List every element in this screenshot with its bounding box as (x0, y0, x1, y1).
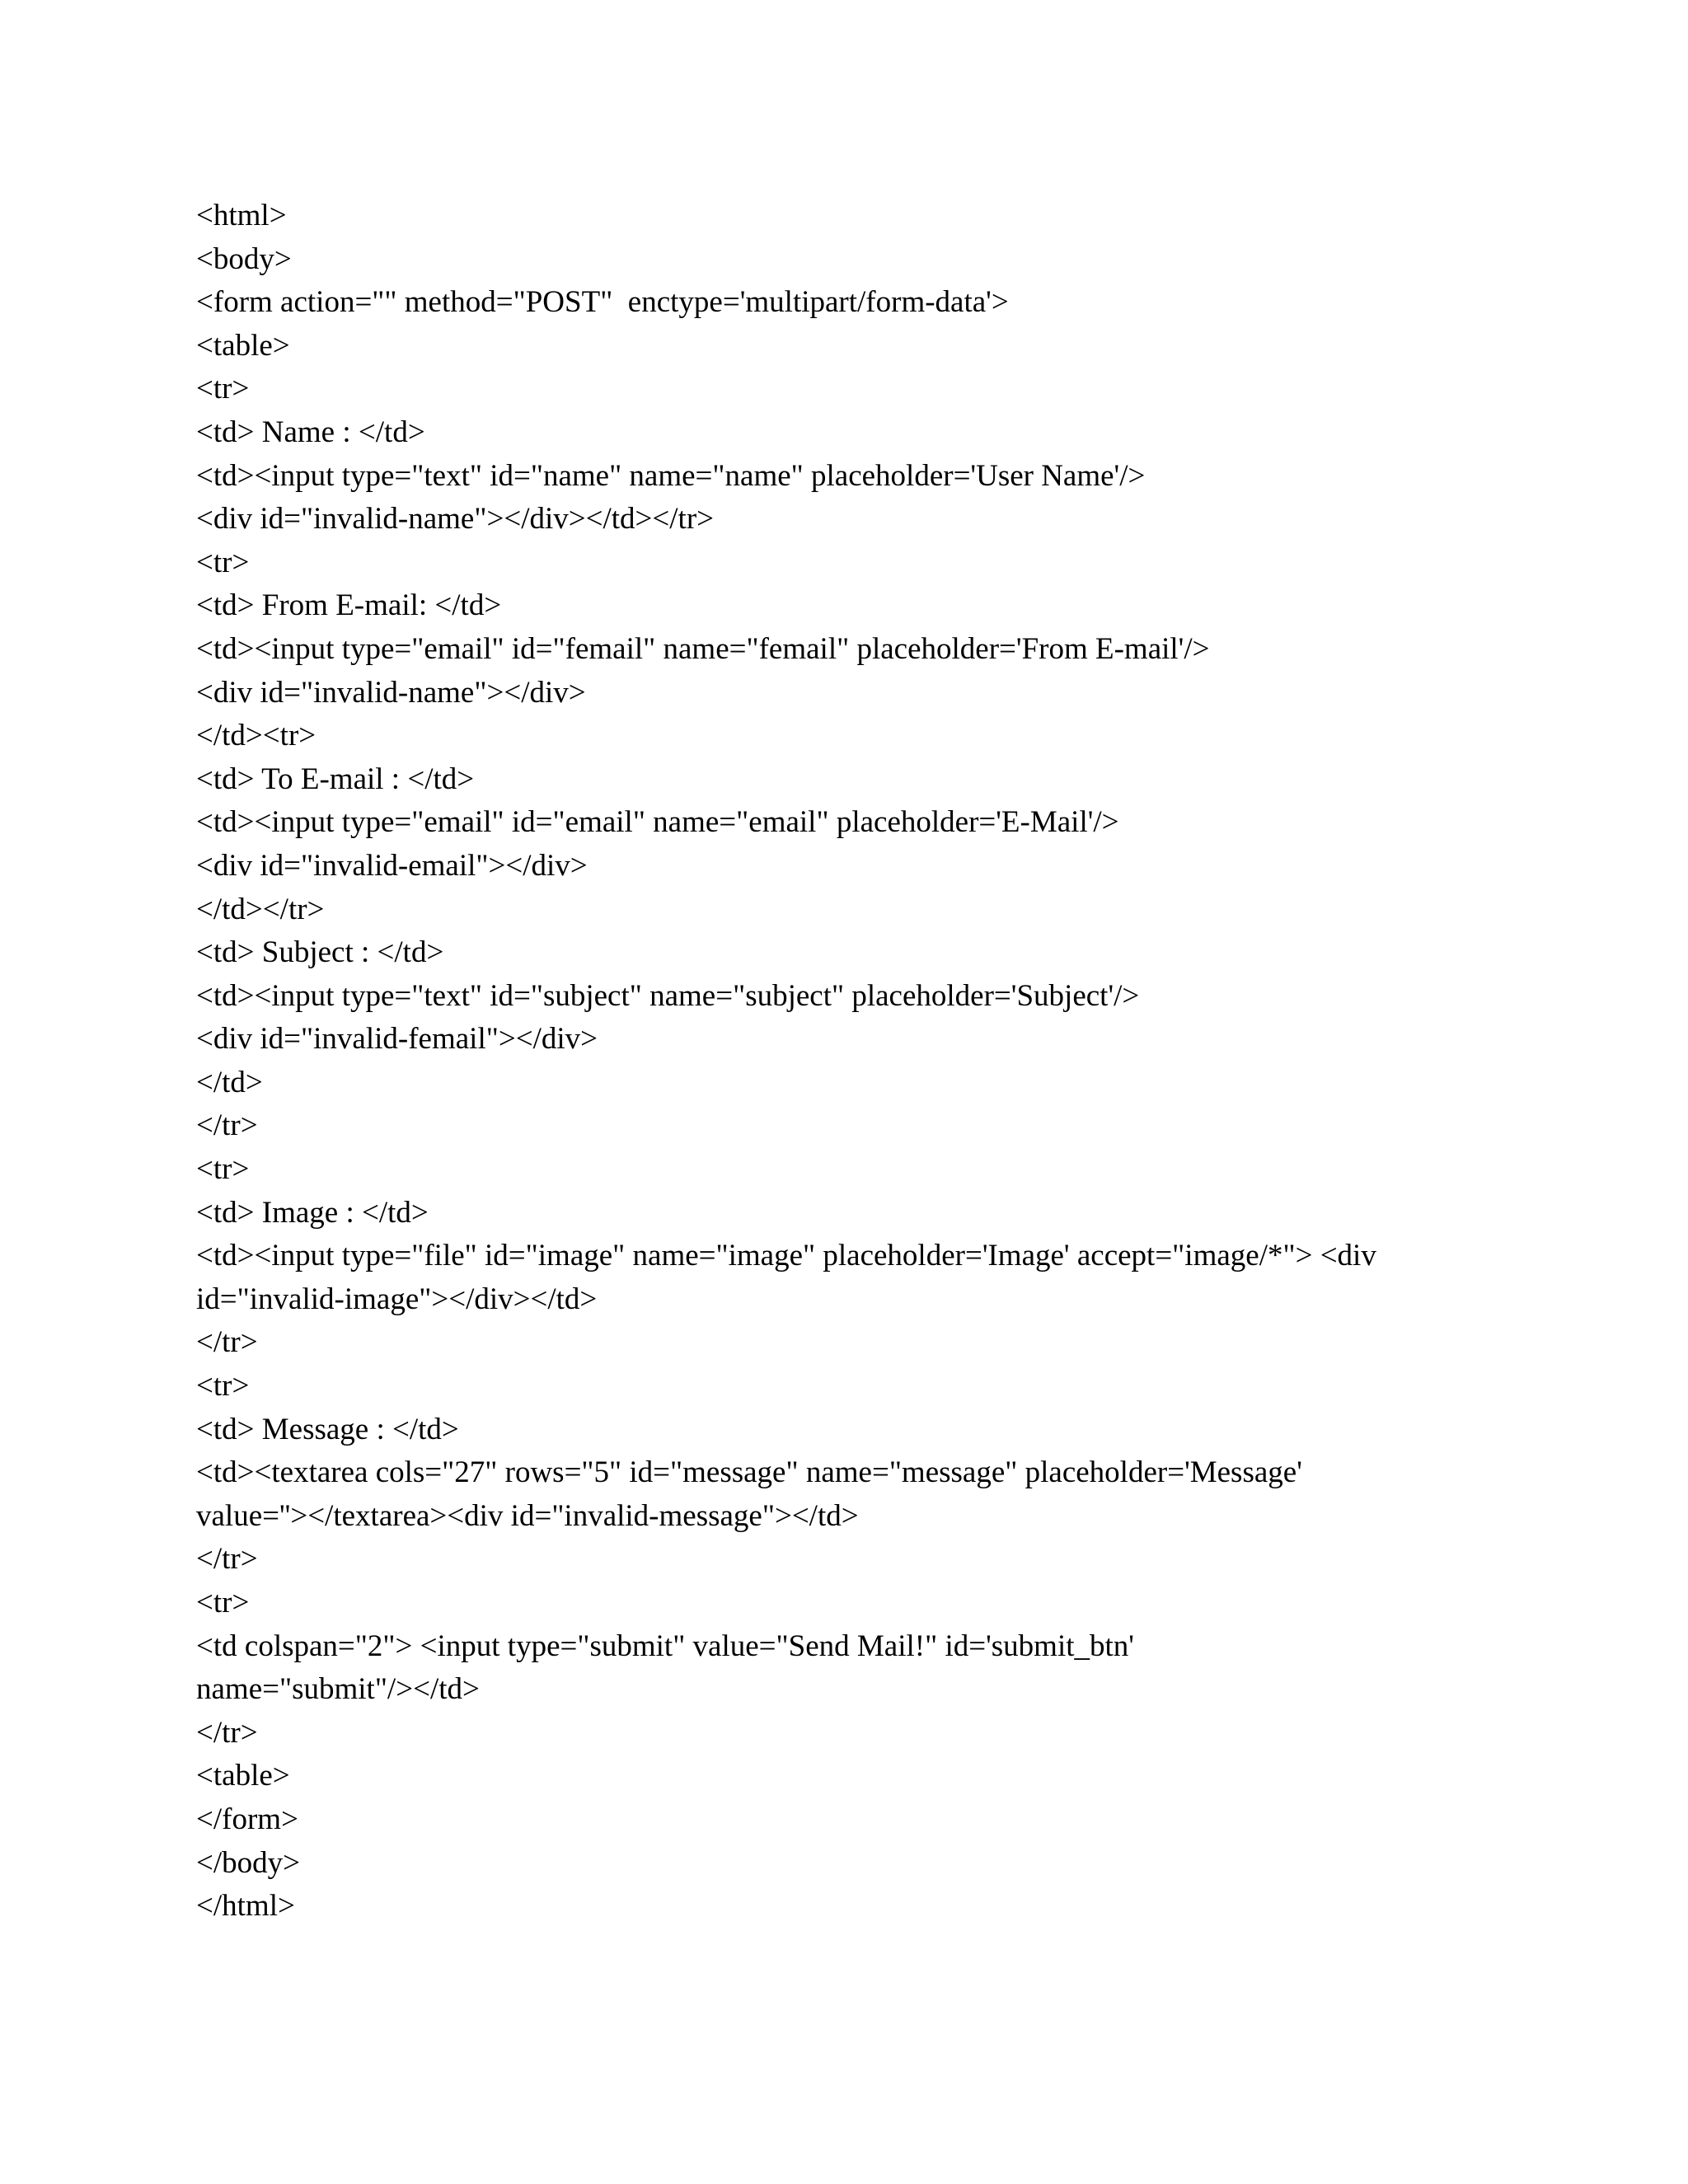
code-line: id="invalid-image"></div></td> (196, 1282, 598, 1316)
code-line: <td> To E-mail : </td> (196, 762, 475, 796)
code-line: </tr> (196, 1542, 258, 1577)
code-line: <html> (196, 199, 287, 232)
code-line: <form action="" method="POST" enctype='multipart/form-data'> (196, 285, 1009, 320)
code-line: <td> Message : </td> (196, 1412, 459, 1446)
code-line: <tr> (196, 1586, 250, 1619)
code-line: </form> (196, 1802, 298, 1836)
code-line: <td><input type="email" id="femail" name="femail" placeholder='From E-mail'/> (196, 631, 1210, 666)
code-listing (196, 194, 1498, 1929)
code-line: </td> (196, 1065, 263, 1099)
code-line: <td><input type="email" id="email" name="email" placeholder='E-Mail'/> (196, 805, 1119, 840)
code-line: <td> From E-mail: </td> (196, 588, 502, 623)
code-line: <div id="invalid-email"></div> (196, 848, 588, 883)
code-line: value=''></textarea><div id="invalid-message"></td> (196, 1498, 859, 1533)
code-line: <td> Name : </td> (196, 415, 425, 449)
code-line: </tr> (196, 1325, 258, 1360)
code-line: <tr> (196, 545, 250, 579)
code-line: <tr> (196, 372, 250, 406)
code-line: <td><input type="text" id="name" name="name" placeholder='User Name'/> (196, 458, 1146, 493)
code-line: <tr> (196, 1152, 250, 1187)
code-line: <td colspan="2"> <input type="submit" value="Send Mail!" id='submit_btn' (196, 1629, 1134, 1663)
code-line: </td></tr> (196, 892, 325, 926)
code-line: <div id="invalid-name"></div></td></tr> (196, 502, 715, 537)
code-line: <td><input type="file" id="image" name="image" placeholder='Image' accept="image/*"> <div (196, 1239, 1376, 1273)
code-line: <table> (196, 1759, 290, 1793)
code-line: </html> (196, 1889, 295, 1924)
code-line: <td> Image : </td> (196, 1195, 429, 1230)
code-line: name="submit"/></td> (196, 1672, 480, 1707)
code-line: <td><input type="text" id="subject" name="subject" placeholder='Subject'/> (196, 978, 1140, 1013)
code-line: </tr> (196, 1715, 258, 1750)
code-line: <div id="invalid-femail"></div> (196, 1022, 598, 1057)
code-line: <tr> (196, 1369, 250, 1404)
code-line: </td><tr> (196, 719, 316, 753)
code-line: </body> (196, 1845, 301, 1880)
code-line: <td><textarea cols="27" rows="5" id="message" name="message" placeholder='Message' (196, 1455, 1302, 1490)
code-line: <td> Subject : </td> (196, 935, 444, 970)
code-line: <div id="invalid-name"></div> (196, 675, 586, 710)
code-line: <body> (196, 241, 292, 276)
code-line: </tr> (196, 1108, 258, 1143)
code-line: <table> (196, 328, 290, 363)
